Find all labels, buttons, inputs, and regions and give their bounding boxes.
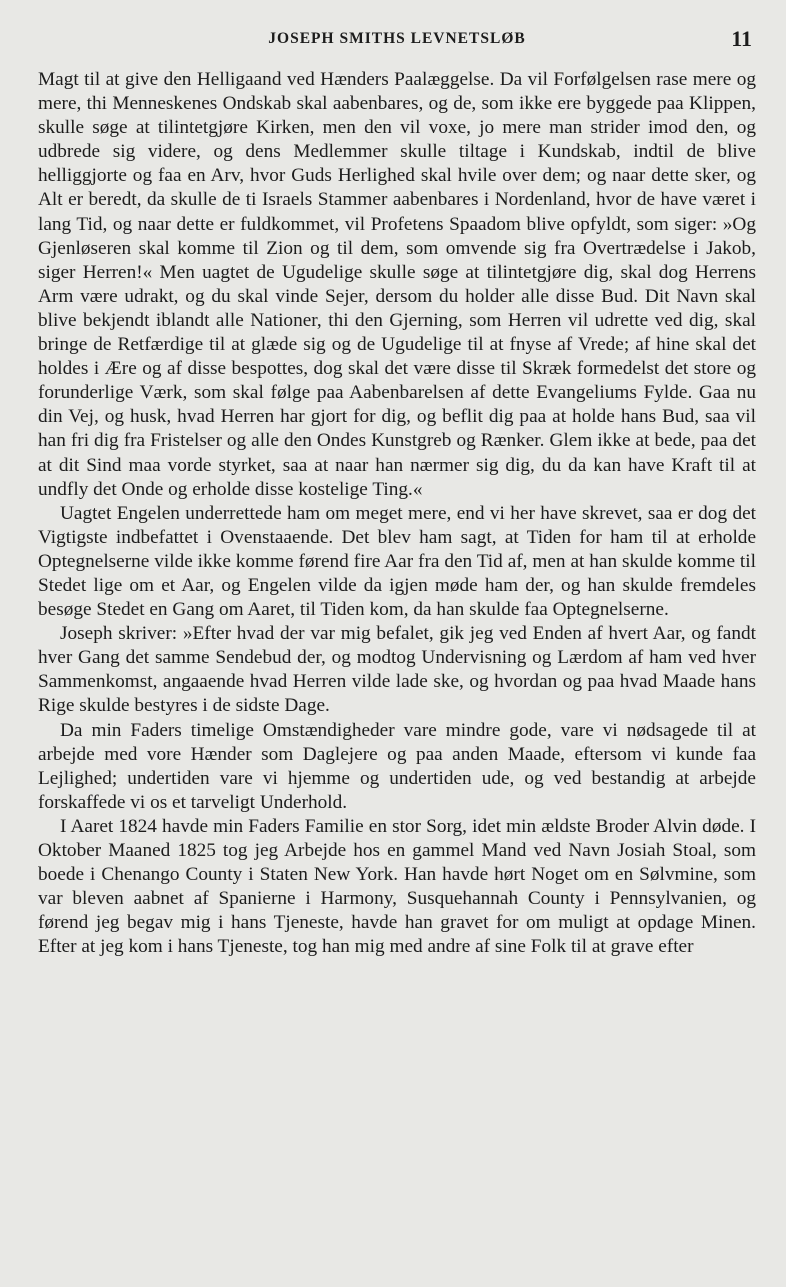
paragraph: I Aaret 1824 havde min Faders Familie en stor Sorg, idet min ældste Broder Alvin døde. I Oktober Maaned 1825 tog jeg Arbejde hos en gammel Mand ved Navn Josiah Stoal, som boede i Chenango County i Staten New York. Han havde hørt Noget om en Sølvmine, som var bleven aabnet af Spanierne i Harmony, Susquehannah County i Pennsylvanien, og førend jeg begav mig i hans Tjeneste, havde han gravet for om muligt at opdage Minen. Efter at jeg kom i hans Tjeneste, tog han mig med andre af sine Folk til at grave efter <box>38 815 756 958</box>
body-text <box>38 68 756 959</box>
running-title: JOSEPH SMITHS LEVNETSLØB <box>268 30 526 47</box>
paragraph: Da min Faders timelige Omstændigheder vare mindre gode, vare vi nødsagede til at arbejde med vore Hænder som Daglejere og paa anden Maade, eftersom vi kunde faa Lejlighed; undertiden vare vi hjemme og undertiden ude, og ved bestandig at arbejde forskaffede vi os et tarveligt Underhold. <box>38 719 756 813</box>
page-number: 11 <box>731 26 752 51</box>
paragraph: Uagtet Engelen underrettede ham om meget mere, end vi her have skrevet, saa er dog det Vigtigste indbefattet i Ovenstaaende. Det blev ham sagt, at Tiden for ham til at erholde Optegnelserne vilde ikke komme førend fire Aar fra den Tid af, men at han skulde komme til Stedet lige om et Aar, og Engelen vilde da igjen møde ham der, og han skulde fremdeles besøge Stedet en Gang om Aaret, til Tiden kom, da han skulde faa Optegnelserne. <box>38 502 756 621</box>
book-page <box>38 26 756 959</box>
paragraph: Joseph skriver: »Efter hvad der var mig befalet, gik jeg ved Enden af hvert Aar, og fandt hver Gang det samme Sendebud der, og modtog Undervisning og Lærdom af ham ved hver Sammenkomst, angaaende hvad Herren vilde lade ske, og hvordan og paa hvad Maade hans Rige skulde bestyres i de sidste Dage. <box>38 623 756 717</box>
running-header <box>38 26 756 52</box>
paragraph: Magt til at give den Helligaand ved Hænders Paalæggelse. Da vil Forfølgelsen rase mere og mere, thi Menneskenes Ondskab skal aabenbares, og de, som ikke ere byggede paa Klippen, skulle søge at tilintetgjøre Kirken, men den vil voxe, jo mere man strider imod den, og udbrede sig videre, og dens Medlemmer skulle tiltage i Kundskab, indtil de blive helliggjorte og faa en Arv, hvor Guds Herlighed skal hvile over dem; og naar dette sker, og Alt er beredt, da skulle de ti Israels Stammer aabenbares i Nordenland, hvor de have været i lang Tid, og naar dette er fuldkommet, vil Profetens Spaadom blive opfyldt, som siger: »Og Gjenløseren skal komme til Zion og til dem, som omvende sig fra Overtrædelse i Jakob, siger Herren!« Men uagtet de Ugudelige skulle søge at tilintetgjøre dig, skal dog Herrens Arm være udrakt, og du skal vinde Sejer, dersom du holder alle disse Bud. Dit Navn skal blive bekjendt iblandt alle Nationer, thi den Gjerning, som Herren vil udrette ved dig, skal bringe de Retfærdige til at glæde sig og de Ugudelige til at fnyse af Vrede; af hine skal det holdes i Ære og af disse bespottes, dog skal det være disse til Skræk formedelst det store og forunderlige Værk, som skal følge paa Aabenbarelsen af dette Evangeliums Fylde. Gaa nu din Vej, og husk, hvad Herren har gjort for dig, og beflit dig paa at holde hans Bud, saa vil han fri dig fra Fristelser og alle den Ondes Kunstgreb og Rænker. Glem ikke at bede, paa det at dit Sind maa vorde styrket, saa at naar han nærmer sig dig, du da kan have Kraft til at undfly det Onde og erholde disse kostelige Ting.« <box>38 69 756 500</box>
